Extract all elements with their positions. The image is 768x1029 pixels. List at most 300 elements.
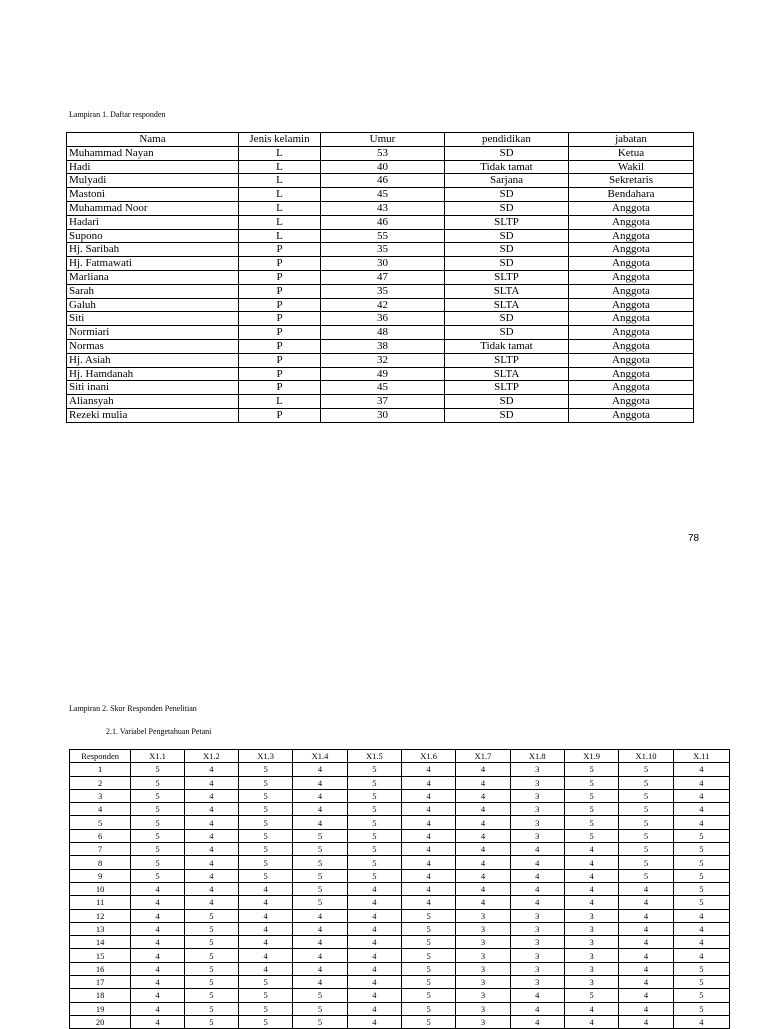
table-cell: 5 bbox=[184, 976, 238, 989]
table-cell: 4 bbox=[184, 856, 238, 869]
table-cell: 4 bbox=[347, 1015, 401, 1028]
table-cell: 1 bbox=[70, 763, 131, 776]
table-cell: Muhammad Nayan bbox=[67, 146, 239, 160]
table-cell: L bbox=[239, 160, 321, 174]
table-cell: 4 bbox=[673, 949, 729, 962]
table-cell: 5 bbox=[673, 989, 729, 1002]
table-cell: 5 bbox=[70, 816, 131, 829]
table-cell: P bbox=[239, 381, 321, 395]
table-cell: 5 bbox=[293, 829, 347, 842]
caption-lampiran-2: Lampiran 2. Skor Responden Penelitian bbox=[69, 704, 197, 713]
table-cell: 4 bbox=[131, 922, 184, 935]
table-cell: 43 bbox=[321, 201, 445, 215]
table-cell: 4 bbox=[293, 962, 347, 975]
table-cell: 3 bbox=[564, 962, 618, 975]
table-cell: 13 bbox=[70, 922, 131, 935]
table-row bbox=[67, 229, 694, 243]
table-cell: 5 bbox=[184, 989, 238, 1002]
column-header: X1.1 bbox=[131, 750, 184, 763]
table-cell: 4 bbox=[564, 1002, 618, 1015]
table-cell: 5 bbox=[131, 803, 184, 816]
table-cell: 5 bbox=[131, 776, 184, 789]
table-cell: 3 bbox=[456, 962, 510, 975]
table-cell: 5 bbox=[184, 936, 238, 949]
table-cell: 4 bbox=[184, 816, 238, 829]
table-cell: Hj. Hamdanah bbox=[67, 367, 239, 381]
table-row bbox=[67, 353, 694, 367]
column-header: X1.7 bbox=[456, 750, 510, 763]
table-cell: 10 bbox=[70, 882, 131, 895]
table-cell: 47 bbox=[321, 270, 445, 284]
score-table bbox=[69, 749, 730, 1029]
table-cell: 4 bbox=[673, 789, 729, 802]
table-cell: 5 bbox=[401, 922, 455, 935]
table-cell: Anggota bbox=[569, 381, 694, 395]
table-cell: 5 bbox=[239, 843, 293, 856]
table-cell: 32 bbox=[321, 353, 445, 367]
table-cell: Anggota bbox=[569, 229, 694, 243]
table-row bbox=[67, 326, 694, 340]
table-cell: SD bbox=[445, 229, 569, 243]
table-cell: 4 bbox=[673, 776, 729, 789]
table-cell: 4 bbox=[456, 869, 510, 882]
table-cell: 5 bbox=[131, 843, 184, 856]
table-cell: Anggota bbox=[569, 270, 694, 284]
table-cell: 48 bbox=[321, 326, 445, 340]
column-header: X.11 bbox=[673, 750, 729, 763]
table-cell: 3 bbox=[456, 989, 510, 1002]
table-row bbox=[70, 856, 730, 869]
table-cell: 5 bbox=[131, 856, 184, 869]
table-cell: 5 bbox=[564, 803, 618, 816]
table-cell: 4 bbox=[401, 803, 455, 816]
table-cell: 5 bbox=[401, 1002, 455, 1015]
table-cell: 4 bbox=[564, 869, 618, 882]
table-cell: 4 bbox=[293, 949, 347, 962]
table-cell: 5 bbox=[673, 856, 729, 869]
table-cell: 5 bbox=[293, 1015, 347, 1028]
table-cell: Anggota bbox=[569, 284, 694, 298]
table-cell: Tidak tamat bbox=[445, 160, 569, 174]
table-cell: 4 bbox=[619, 989, 673, 1002]
table-cell: 5 bbox=[564, 776, 618, 789]
table-cell: 5 bbox=[619, 843, 673, 856]
table-row bbox=[70, 869, 730, 882]
column-header: X1.3 bbox=[239, 750, 293, 763]
table-row bbox=[70, 789, 730, 802]
table-cell: 5 bbox=[673, 1002, 729, 1015]
table-cell: 4 bbox=[131, 1002, 184, 1015]
table-cell: 3 bbox=[564, 909, 618, 922]
table-cell: Anggota bbox=[569, 243, 694, 257]
table-cell: 4 bbox=[184, 896, 238, 909]
table-row bbox=[70, 1002, 730, 1015]
table-cell: 5 bbox=[347, 763, 401, 776]
table-cell: 4 bbox=[401, 763, 455, 776]
table-row bbox=[70, 829, 730, 842]
table-cell: 5 bbox=[347, 816, 401, 829]
table-cell: 4 bbox=[293, 803, 347, 816]
table-cell: P bbox=[239, 367, 321, 381]
table-cell: 37 bbox=[321, 395, 445, 409]
caption-lampiran-1: Lampiran 1. Daftar responden bbox=[69, 110, 166, 119]
table-cell: Hadari bbox=[67, 215, 239, 229]
table-row bbox=[67, 395, 694, 409]
table-cell: P bbox=[239, 339, 321, 353]
table-cell: 15 bbox=[70, 949, 131, 962]
table-cell: 5 bbox=[673, 869, 729, 882]
table-row bbox=[67, 174, 694, 188]
table-cell: 5 bbox=[401, 1015, 455, 1028]
table-cell: 53 bbox=[321, 146, 445, 160]
table-cell: P bbox=[239, 284, 321, 298]
table-cell: 30 bbox=[321, 408, 445, 422]
table-row bbox=[67, 284, 694, 298]
table-cell: 4 bbox=[347, 909, 401, 922]
table-cell: 4 bbox=[401, 856, 455, 869]
table-cell: 5 bbox=[564, 989, 618, 1002]
table-cell: 4 bbox=[131, 976, 184, 989]
table-cell: 4 bbox=[239, 909, 293, 922]
table-header-row bbox=[70, 750, 730, 763]
table-cell: 5 bbox=[184, 949, 238, 962]
table-cell: 11 bbox=[70, 896, 131, 909]
table-cell: 5 bbox=[619, 869, 673, 882]
table-cell: 5 bbox=[239, 1002, 293, 1015]
table-cell: 4 bbox=[456, 803, 510, 816]
table-cell: P bbox=[239, 270, 321, 284]
table-cell: 5 bbox=[239, 763, 293, 776]
table-cell: 4 bbox=[131, 936, 184, 949]
table-cell: SD bbox=[445, 408, 569, 422]
table-row bbox=[70, 763, 730, 776]
table-cell: 4 bbox=[293, 976, 347, 989]
table-cell: 3 bbox=[70, 789, 131, 802]
table-cell: 9 bbox=[70, 869, 131, 882]
table-row bbox=[67, 298, 694, 312]
table-cell: 4 bbox=[619, 896, 673, 909]
table-cell: SD bbox=[445, 188, 569, 202]
table-cell: 4 bbox=[510, 1002, 564, 1015]
table-cell: 46 bbox=[321, 215, 445, 229]
table-cell: Siti bbox=[67, 312, 239, 326]
table-cell: 5 bbox=[131, 829, 184, 842]
table-cell: Sekretaris bbox=[569, 174, 694, 188]
table-cell: L bbox=[239, 188, 321, 202]
table-cell: 4 bbox=[131, 882, 184, 895]
table-cell: 4 bbox=[510, 869, 564, 882]
column-header: Umur bbox=[321, 133, 445, 147]
table-cell: 4 bbox=[619, 922, 673, 935]
table-cell: 42 bbox=[321, 298, 445, 312]
table-cell: 3 bbox=[510, 776, 564, 789]
table-cell: 4 bbox=[347, 962, 401, 975]
table-cell: 5 bbox=[401, 989, 455, 1002]
table-cell: Hadi bbox=[67, 160, 239, 174]
table-row bbox=[70, 989, 730, 1002]
respondent-list-table bbox=[66, 132, 694, 423]
table-cell: 5 bbox=[131, 869, 184, 882]
table-row bbox=[67, 215, 694, 229]
table-cell: 4 bbox=[184, 763, 238, 776]
table-cell: SLTA bbox=[445, 284, 569, 298]
table-cell: 4 bbox=[510, 1015, 564, 1028]
table-cell: 5 bbox=[293, 869, 347, 882]
table-cell: P bbox=[239, 312, 321, 326]
column-header: X1.9 bbox=[564, 750, 618, 763]
table-cell: 3 bbox=[564, 922, 618, 935]
table-cell: 5 bbox=[239, 856, 293, 869]
table-cell: L bbox=[239, 395, 321, 409]
table-cell: 4 bbox=[456, 829, 510, 842]
table-cell: Anggota bbox=[569, 298, 694, 312]
table-cell: 4 bbox=[293, 922, 347, 935]
table-cell: 3 bbox=[510, 962, 564, 975]
table-cell: 4 bbox=[347, 936, 401, 949]
table-cell: 4 bbox=[673, 816, 729, 829]
table-body bbox=[67, 146, 694, 422]
table-cell: 3 bbox=[510, 922, 564, 935]
table-cell: 4 bbox=[131, 909, 184, 922]
table-cell: 5 bbox=[564, 816, 618, 829]
column-header: pendidikan bbox=[445, 133, 569, 147]
table-cell: L bbox=[239, 215, 321, 229]
table-cell: 3 bbox=[456, 936, 510, 949]
table-cell: SD bbox=[445, 395, 569, 409]
table-row bbox=[70, 976, 730, 989]
table-cell: 5 bbox=[131, 816, 184, 829]
table-cell: 5 bbox=[131, 763, 184, 776]
table-cell: P bbox=[239, 326, 321, 340]
table-cell: 4 bbox=[564, 882, 618, 895]
table-cell: 4 bbox=[239, 949, 293, 962]
table-cell: 5 bbox=[293, 896, 347, 909]
table-cell: 5 bbox=[401, 936, 455, 949]
table-cell: Wakil bbox=[569, 160, 694, 174]
table-row bbox=[70, 909, 730, 922]
table-row bbox=[67, 408, 694, 422]
table-cell: SD bbox=[445, 257, 569, 271]
table-cell: 5 bbox=[293, 882, 347, 895]
table-cell: 5 bbox=[619, 776, 673, 789]
table-cell: 4 bbox=[456, 816, 510, 829]
table-cell: 3 bbox=[456, 909, 510, 922]
table-cell: 6 bbox=[70, 829, 131, 842]
table-cell: 3 bbox=[510, 789, 564, 802]
table-cell: 4 bbox=[184, 803, 238, 816]
table-cell: Aliansyah bbox=[67, 395, 239, 409]
table-cell: 5 bbox=[619, 816, 673, 829]
table-row bbox=[67, 312, 694, 326]
table-cell: Anggota bbox=[569, 339, 694, 353]
table-cell: 4 bbox=[510, 882, 564, 895]
table-cell: Galuh bbox=[67, 298, 239, 312]
table-cell: P bbox=[239, 243, 321, 257]
table-cell: SLTP bbox=[445, 381, 569, 395]
table-cell: 4 bbox=[239, 936, 293, 949]
table-cell: Mastoni bbox=[67, 188, 239, 202]
table-cell: Hj. Asiah bbox=[67, 353, 239, 367]
table-cell: 5 bbox=[401, 949, 455, 962]
table-cell: 4 bbox=[673, 909, 729, 922]
table-cell: 4 bbox=[347, 976, 401, 989]
table-cell: SD bbox=[445, 201, 569, 215]
table-cell: P bbox=[239, 408, 321, 422]
table-cell: 3 bbox=[510, 803, 564, 816]
table-row bbox=[67, 367, 694, 381]
table-cell: 4 bbox=[619, 962, 673, 975]
table-cell: 5 bbox=[184, 922, 238, 935]
table-cell: 5 bbox=[619, 856, 673, 869]
column-header: X1.2 bbox=[184, 750, 238, 763]
table-cell: 3 bbox=[510, 949, 564, 962]
table-cell: 45 bbox=[321, 188, 445, 202]
column-header: Nama bbox=[67, 133, 239, 147]
table-cell: P bbox=[239, 257, 321, 271]
table-cell: 5 bbox=[184, 1002, 238, 1015]
column-header: X1.6 bbox=[401, 750, 455, 763]
table-cell: 3 bbox=[456, 1015, 510, 1028]
table-cell: 5 bbox=[619, 763, 673, 776]
table-cell: 4 bbox=[131, 949, 184, 962]
table-cell: 55 bbox=[321, 229, 445, 243]
table-cell: Ketua bbox=[569, 146, 694, 160]
table-cell: 4 bbox=[564, 843, 618, 856]
table-row bbox=[67, 146, 694, 160]
table-cell: 4 bbox=[401, 843, 455, 856]
table-cell: 4 bbox=[131, 962, 184, 975]
table-body bbox=[70, 763, 730, 1029]
table-cell: 5 bbox=[347, 803, 401, 816]
table-cell: SD bbox=[445, 312, 569, 326]
table-cell: 36 bbox=[321, 312, 445, 326]
table-cell: 5 bbox=[239, 776, 293, 789]
table-cell: 4 bbox=[456, 763, 510, 776]
table-cell: 5 bbox=[293, 843, 347, 856]
table-cell: P bbox=[239, 353, 321, 367]
table-row bbox=[70, 922, 730, 935]
table-cell: 4 bbox=[293, 763, 347, 776]
table-cell: 3 bbox=[510, 976, 564, 989]
table-cell: Anggota bbox=[569, 257, 694, 271]
table-cell: 5 bbox=[347, 856, 401, 869]
table-cell: 4 bbox=[347, 922, 401, 935]
table-cell: Anggota bbox=[569, 353, 694, 367]
table-cell: 4 bbox=[619, 909, 673, 922]
table-cell: 45 bbox=[321, 381, 445, 395]
table-cell: 3 bbox=[510, 829, 564, 842]
table-cell: 4 bbox=[239, 882, 293, 895]
table-cell: Marliana bbox=[67, 270, 239, 284]
table-cell: SLTP bbox=[445, 353, 569, 367]
table-row bbox=[70, 776, 730, 789]
table-cell: 3 bbox=[456, 922, 510, 935]
table-cell: L bbox=[239, 229, 321, 243]
table-cell: 4 bbox=[293, 816, 347, 829]
table-cell: 4 bbox=[293, 936, 347, 949]
table-cell: 4 bbox=[673, 936, 729, 949]
table-cell: 4 bbox=[456, 896, 510, 909]
table-row bbox=[70, 882, 730, 895]
table-cell: 8 bbox=[70, 856, 131, 869]
table-cell: Bendahara bbox=[569, 188, 694, 202]
table-cell: SLTA bbox=[445, 298, 569, 312]
table-cell: 30 bbox=[321, 257, 445, 271]
table-cell: Anggota bbox=[569, 395, 694, 409]
table-cell: 4 bbox=[184, 829, 238, 842]
table-cell: 5 bbox=[239, 816, 293, 829]
table-cell: 4 bbox=[401, 869, 455, 882]
table-cell: 4 bbox=[184, 843, 238, 856]
table-cell: 5 bbox=[239, 803, 293, 816]
table-cell: Normas bbox=[67, 339, 239, 353]
table-cell: Normiari bbox=[67, 326, 239, 340]
table-cell: 4 bbox=[673, 803, 729, 816]
column-header: X1.10 bbox=[619, 750, 673, 763]
table-cell: 35 bbox=[321, 284, 445, 298]
table-cell: L bbox=[239, 174, 321, 188]
table-cell: 5 bbox=[347, 843, 401, 856]
table-cell: Siti inani bbox=[67, 381, 239, 395]
table-cell: 40 bbox=[321, 160, 445, 174]
table-cell: Hj. Fatmawati bbox=[67, 257, 239, 271]
table-cell: 4 bbox=[456, 789, 510, 802]
table-cell: 4 bbox=[293, 789, 347, 802]
table-cell: 2 bbox=[70, 776, 131, 789]
table-cell: 5 bbox=[293, 856, 347, 869]
table-cell: 4 bbox=[131, 1015, 184, 1028]
table-cell: Anggota bbox=[569, 312, 694, 326]
table-cell: 4 bbox=[619, 882, 673, 895]
table-cell: 4 bbox=[456, 882, 510, 895]
table-cell: SD bbox=[445, 243, 569, 257]
table-cell: 4 bbox=[293, 909, 347, 922]
table-cell: 5 bbox=[184, 962, 238, 975]
table-cell: 4 bbox=[619, 976, 673, 989]
table-cell: 35 bbox=[321, 243, 445, 257]
table-cell: 5 bbox=[347, 789, 401, 802]
column-header: X1.8 bbox=[510, 750, 564, 763]
table-row bbox=[67, 243, 694, 257]
table-cell: SD bbox=[445, 326, 569, 340]
table-cell: 4 bbox=[401, 896, 455, 909]
table-cell: Rezeki mulia bbox=[67, 408, 239, 422]
table-cell: Anggota bbox=[569, 408, 694, 422]
table-cell: 4 bbox=[184, 776, 238, 789]
table-cell: Sarah bbox=[67, 284, 239, 298]
table-cell: P bbox=[239, 298, 321, 312]
table-cell: 12 bbox=[70, 909, 131, 922]
table-cell: 4 bbox=[564, 1015, 618, 1028]
table-cell: 3 bbox=[456, 1002, 510, 1015]
table-cell: 5 bbox=[673, 829, 729, 842]
table-cell: SD bbox=[445, 146, 569, 160]
table-cell: 3 bbox=[510, 936, 564, 949]
table-cell: 5 bbox=[673, 843, 729, 856]
table-cell: Muhammad Noor bbox=[67, 201, 239, 215]
table-cell: 5 bbox=[401, 909, 455, 922]
table-cell: 3 bbox=[510, 763, 564, 776]
table-cell: 4 bbox=[347, 1002, 401, 1015]
table-cell: 5 bbox=[131, 789, 184, 802]
table-cell: 4 bbox=[347, 882, 401, 895]
table-cell: 4 bbox=[619, 949, 673, 962]
table-cell: 5 bbox=[673, 896, 729, 909]
table-cell: 4 bbox=[456, 856, 510, 869]
caption-variabel-pengetahuan: 2.1. Variabel Pengetahuan Petani bbox=[106, 727, 212, 736]
table-cell: 3 bbox=[456, 976, 510, 989]
table-cell: 4 bbox=[510, 989, 564, 1002]
